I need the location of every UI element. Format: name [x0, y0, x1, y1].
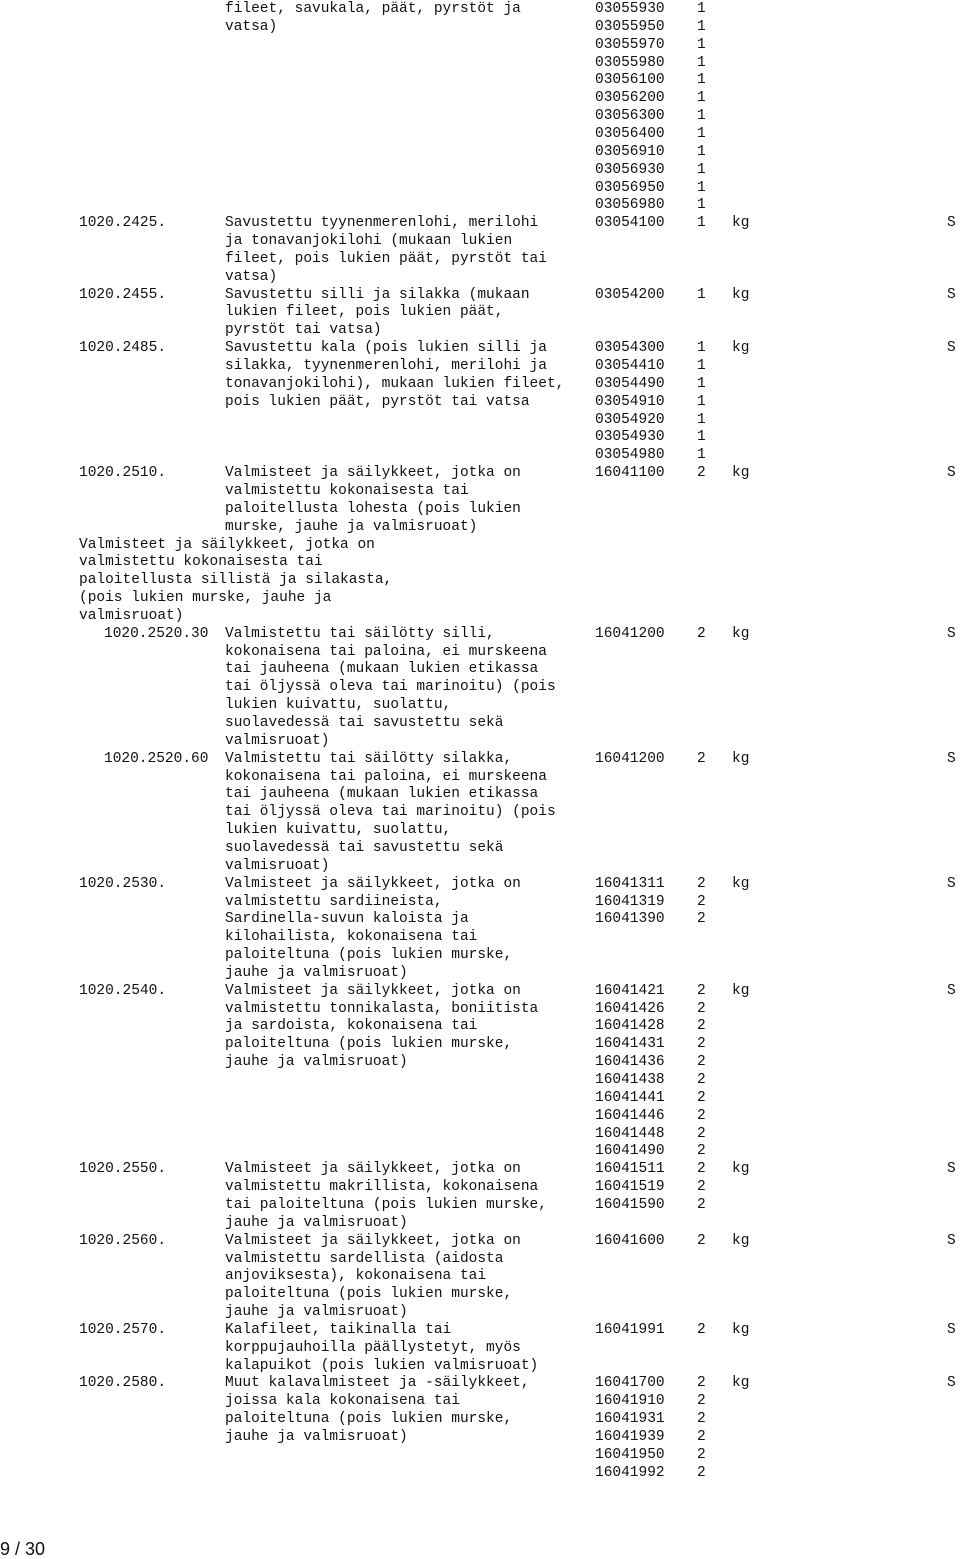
item-description: valmistettu makrillista, kokonaisena [225, 1179, 539, 1196]
item-description: valmistettu sardiineista, [225, 893, 443, 910]
code-group: 1 [697, 447, 706, 464]
product-code: 16041939 [595, 1429, 665, 1445]
code-group: 2 [697, 1018, 706, 1035]
item-description: anjoviksesta), kokonaisena tai [225, 1268, 487, 1285]
item-description: jauhe ja valmisruoat) [225, 964, 408, 981]
item-description: valmisruoat) [225, 732, 330, 749]
product-code: 03054410 [595, 358, 665, 374]
page-number: 9 / 30 [0, 1539, 46, 1559]
item-number: 1020.2485. [79, 340, 167, 357]
product-code: 16041200 [595, 625, 665, 642]
product-code: 16041200 [595, 750, 665, 767]
product-code: 16041428 [595, 1018, 665, 1035]
product-code: 03056930 [595, 161, 665, 178]
code-group: 1 [697, 286, 706, 303]
unit: kg [732, 286, 750, 303]
code-group: 1 [697, 179, 706, 196]
item-description: suolavedessä tai savustettu sekä [225, 715, 504, 731]
sub-item-number: 1020.2520.60 [104, 750, 209, 767]
product-code: 16041311 [595, 875, 665, 892]
product-code: 03055950 [595, 18, 665, 35]
item-description: murske, jauhe ja valmisruoat) [225, 518, 478, 535]
item-description: kokonaisena tai paloina, ei murskeena [225, 768, 547, 785]
item-description: joissa kala kokonaisena tai [225, 1393, 460, 1410]
item-description: Valmistettu tai säilötty silakka, [225, 750, 513, 767]
code-group: 2 [697, 1054, 706, 1071]
product-code: 03056950 [595, 179, 665, 196]
unit: kg [732, 875, 750, 892]
item-description: ja sardoista, kokonaisena tai [225, 1018, 478, 1035]
product-code: 16041446 [595, 1107, 665, 1124]
code-group: 2 [697, 1196, 706, 1213]
product-code: 16041436 [595, 1054, 665, 1071]
item-description: pyrstöt tai vatsa) [225, 322, 382, 339]
section-heading: (pois lukien murske, jauhe ja [79, 590, 332, 607]
code-group: 2 [697, 1232, 706, 1249]
code-group: 2 [697, 750, 706, 767]
product-code: 03056300 [595, 108, 665, 125]
item-number: 1020.2550. [79, 1161, 167, 1178]
item-description: Muut kalavalmisteet ja -säilykkeet, [225, 1375, 530, 1392]
code-group: 1 [697, 1, 706, 17]
product-code: 03054920 [595, 411, 665, 428]
product-code: 03054300 [595, 340, 665, 357]
item-description: kokonaisena tai paloina, ei murskeena [225, 643, 547, 660]
product-code: 16041431 [595, 1036, 665, 1053]
status-letter: S [947, 1232, 956, 1249]
item-description: Valmisteet ja säilykkeet, jotka on [225, 1161, 521, 1178]
code-group: 2 [697, 625, 706, 642]
code-group: 1 [697, 90, 706, 107]
item-description: Valmistettu tai säilötty silli, [225, 625, 495, 642]
item-number: 1020.2560. [79, 1232, 167, 1249]
code-group: 2 [697, 1179, 706, 1196]
sub-item-number: 1020.2520.30 [104, 625, 209, 642]
product-code: 03055980 [595, 54, 665, 71]
product-code: 16041421 [595, 982, 665, 999]
item-description: pois lukien päät, pyrstöt tai vatsa [225, 393, 530, 410]
status-letter: S [947, 465, 956, 482]
item-number: 1020.2540. [79, 982, 167, 999]
item-description: Savustettu tyynenmerenlohi, merilohi [225, 215, 539, 232]
code-group: 1 [697, 72, 706, 89]
item-description: tai paloiteltuna (pois lukien murske, [225, 1196, 547, 1213]
section-heading: valmistettu kokonaisesta tai [79, 554, 323, 571]
status-letter: S [947, 625, 956, 642]
status-letter: S [947, 875, 956, 892]
product-code: 16041490 [595, 1143, 665, 1160]
item-number: 1020.2580. [79, 1375, 167, 1392]
item-description: lukien kuivattu, suolattu, [225, 697, 452, 714]
product-code: 16041441 [595, 1089, 665, 1106]
code-group: 2 [697, 1161, 706, 1178]
status-letter: S [947, 215, 956, 232]
code-group: 2 [697, 1393, 706, 1410]
code-group: 2 [697, 1125, 706, 1142]
item-number: 1020.2530. [79, 875, 167, 892]
code-group: 2 [697, 1411, 706, 1428]
code-group: 2 [697, 1000, 706, 1017]
code-group: 2 [697, 1375, 706, 1392]
item-description: tai jauheena (mukaan lukien etikassa [225, 786, 539, 803]
item-description: tonavanjokilohi), mukaan lukien fileet, [225, 375, 565, 392]
item-number: 1020.2570. [79, 1321, 167, 1338]
item-description: Valmisteet ja säilykkeet, jotka on [225, 875, 521, 892]
product-code: 03054490 [595, 375, 665, 392]
item-description: tai öljyssä oleva tai marinoitu) (pois [225, 804, 556, 821]
product-code: 16041319 [595, 893, 665, 910]
code-group: 1 [697, 215, 706, 232]
section-heading: Valmisteet ja säilykkeet, jotka on [79, 536, 375, 553]
code-group: 2 [697, 1321, 706, 1338]
code-group: 1 [697, 411, 706, 428]
item-description: Valmisteet ja säilykkeet, jotka on [225, 465, 521, 482]
code-group: 1 [697, 340, 706, 357]
status-letter: S [947, 1161, 956, 1178]
item-description: silakka, tyynenmerenlohi, merilohi ja [225, 358, 547, 374]
product-code: 03056910 [595, 143, 665, 160]
item-description: jauhe ja valmisruoat) [225, 1214, 408, 1231]
code-group: 1 [697, 54, 706, 71]
product-code: 16041992 [595, 1464, 665, 1481]
item-description: jauhe ja valmisruoat) [225, 1054, 408, 1071]
item-description: tai öljyssä oleva tai marinoitu) (pois [225, 679, 556, 696]
status-letter: S [947, 340, 956, 357]
code-group: 2 [697, 1107, 706, 1124]
item-description: valmistettu sardellista (aidosta [225, 1250, 504, 1267]
code-group: 2 [697, 875, 706, 892]
product-code: 16041390 [595, 911, 665, 928]
item-description: ja tonavanjokilohi (mukaan lukien [225, 233, 513, 250]
product-code: 16041519 [595, 1179, 665, 1196]
item-description: tai jauheena (mukaan lukien etikassa [225, 661, 539, 678]
unit: kg [732, 750, 750, 767]
code-group: 2 [697, 1429, 706, 1445]
code-group: 1 [697, 125, 706, 142]
product-code: 03056980 [595, 197, 665, 214]
product-code: 16041590 [595, 1196, 665, 1213]
item-description: lukien fileet, pois lukien päät, [225, 304, 504, 321]
product-code: 03056100 [595, 72, 665, 89]
item-description: fileet, pois lukien päät, pyrstöt tai [225, 250, 547, 267]
code-group: 2 [697, 1036, 706, 1053]
item-description: valmisruoat) [225, 857, 330, 874]
status-letter: S [947, 1321, 956, 1338]
unit: kg [732, 1321, 750, 1338]
code-group: 2 [697, 1464, 706, 1481]
item-description: jauhe ja valmisruoat) [225, 1304, 408, 1321]
status-letter: S [947, 286, 956, 303]
status-letter: S [947, 750, 956, 767]
item-description: vatsa) [225, 18, 278, 35]
unit: kg [732, 340, 750, 357]
code-group: 2 [697, 893, 706, 910]
item-description: jauhe ja valmisruoat) [225, 1429, 408, 1445]
product-code: 16041438 [595, 1072, 665, 1088]
item-description: Valmisteet ja säilykkeet, jotka on [225, 1232, 521, 1249]
product-code: 03056400 [595, 125, 665, 142]
item-description: lukien kuivattu, suolattu, [225, 822, 452, 839]
section-heading: valmisruoat) [79, 607, 184, 624]
item-description: paloitellusta lohesta (pois lukien [225, 500, 521, 517]
product-code: 16041511 [595, 1161, 665, 1178]
product-code: 03054980 [595, 447, 665, 464]
product-code: 16041600 [595, 1232, 665, 1249]
item-description: suolavedessä tai savustettu sekä [225, 839, 504, 856]
product-code: 16041700 [595, 1375, 665, 1392]
code-group: 1 [697, 393, 706, 410]
item-number: 1020.2425. [79, 215, 167, 232]
code-group: 1 [697, 429, 706, 446]
code-group: 1 [697, 36, 706, 53]
product-code: 03054930 [595, 429, 665, 446]
unit: kg [732, 215, 750, 232]
code-group: 1 [697, 143, 706, 160]
item-description: valmistettu tonnikalasta, boniitista [225, 1000, 539, 1017]
unit: kg [732, 1375, 750, 1392]
code-group: 2 [697, 1446, 706, 1463]
code-group: 2 [697, 911, 706, 928]
status-letter: S [947, 982, 956, 999]
item-description: Kalafileet, taikinalla tai [225, 1321, 452, 1338]
item-description: paloiteltuna (pois lukien murske, [225, 1411, 513, 1428]
item-description: korppujauhoilla päällystetyt, myös [225, 1339, 521, 1356]
product-code: 16041950 [595, 1446, 665, 1463]
unit: kg [732, 1161, 750, 1178]
item-description: Savustettu kala (pois lukien silli ja [225, 340, 547, 357]
product-code: 16041100 [595, 465, 665, 482]
item-description: Valmisteet ja säilykkeet, jotka on [225, 982, 521, 999]
product-code: 03056200 [595, 90, 665, 107]
code-group: 1 [697, 375, 706, 392]
item-description: Sardinella-suvun kaloista ja [225, 911, 469, 928]
item-description: kalapuikot (pois lukien valmisruoat) [225, 1357, 539, 1374]
unit: kg [732, 465, 750, 482]
product-code: 16041448 [595, 1125, 665, 1142]
code-group: 1 [697, 18, 706, 35]
code-group: 2 [697, 1143, 706, 1160]
item-description: Savustettu silli ja silakka (mukaan [225, 286, 530, 303]
item-number: 1020.2510. [79, 465, 167, 482]
code-group: 1 [697, 197, 706, 214]
item-description: vatsa) [225, 268, 278, 285]
item-description: paloiteltuna (pois lukien murske, [225, 947, 513, 964]
item-description: paloiteltuna (pois lukien murske, [225, 1286, 513, 1303]
item-description: fileet, savukala, päät, pyrstöt ja [225, 1, 521, 17]
product-code: 03054910 [595, 393, 665, 410]
product-code: 16041931 [595, 1411, 665, 1428]
product-code: 03054100 [595, 215, 665, 232]
code-group: 1 [697, 358, 706, 374]
item-description: valmistettu kokonaisesta tai [225, 482, 469, 499]
unit: kg [732, 1232, 750, 1249]
item-description: kilohailista, kokonaisena tai [225, 929, 478, 946]
product-code: 03054200 [595, 286, 665, 303]
product-code: 16041910 [595, 1393, 665, 1410]
section-heading: paloitellusta sillistä ja silakasta, [79, 572, 393, 589]
product-code: 03055930 [595, 1, 665, 17]
code-group: 1 [697, 161, 706, 178]
item-number: 1020.2455. [79, 286, 167, 303]
code-group: 2 [697, 465, 706, 482]
code-group: 2 [697, 1089, 706, 1106]
code-group: 2 [697, 982, 706, 999]
product-code: 16041991 [595, 1321, 665, 1338]
product-code: 16041426 [595, 1000, 665, 1017]
item-description: paloiteltuna (pois lukien murske, [225, 1036, 513, 1053]
status-letter: S [947, 1375, 956, 1392]
code-group: 2 [697, 1072, 706, 1088]
product-code: 03055970 [595, 36, 665, 53]
code-group: 1 [697, 108, 706, 125]
unit: kg [732, 625, 750, 642]
unit: kg [732, 982, 750, 999]
